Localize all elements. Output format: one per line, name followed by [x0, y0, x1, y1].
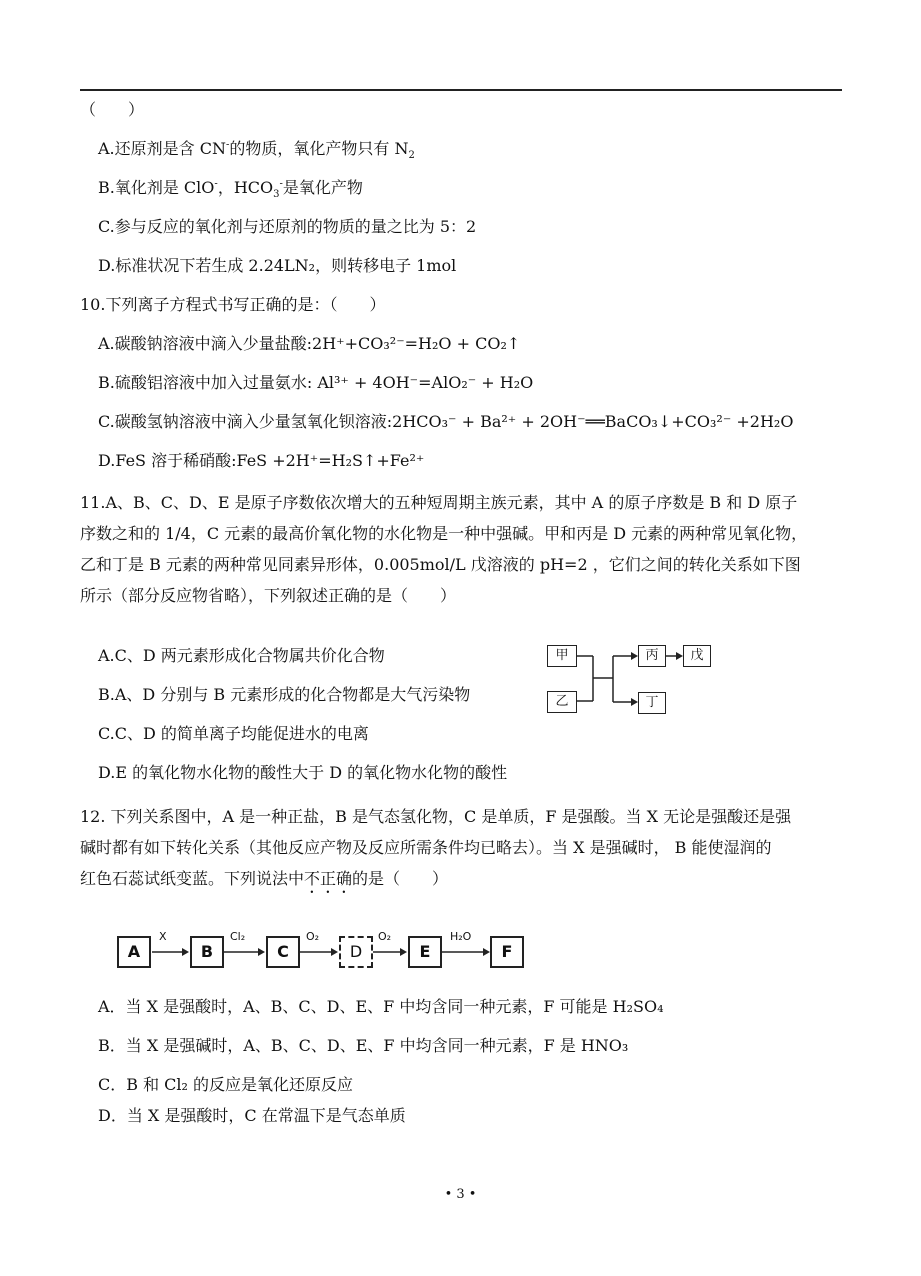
header-rule — [80, 89, 842, 91]
q10-option-c: C.碳酸氢钠溶液中滴入少量氢氧化钡溶液:2HCO₃⁻ + Ba²⁺ + 2OH⁻══BaCO₃↓+CO₃²⁻ +2H₂O — [98, 412, 794, 431]
q9-option-d: D.标准状况下若生成 2.24LN₂，则转移电子 1mol — [98, 256, 457, 275]
q11-stem: 11.A、B、C、D、E 是原子序数依次增大的五种短周期主族元素，其中 A 的原子序数是 B 和 D 原子 序数之和的 1/4，C 元素的最高价氧化物的水化物是一种中强碱。甲和丙是 D 元素的两种常见氧化物， 乙和丁是 B 元素的两种常见同素异形体，0.005mol/L 戊溶液的 pH=2 ，它们之间的转化关系如下图 所示（部分反应物省略），下列叙述正确的是（ ） — [80, 493, 808, 605]
q11-option-b: B.A、D 分别与 B 元素形成的化合物都是大气污染物 — [98, 685, 471, 704]
q11-box-yi: 乙 — [547, 691, 577, 713]
page-number: • 3 • — [444, 1187, 477, 1202]
q12-stem: 12. 下列关系图中，A 是一种正盐，B 是气态氢化物，C 是单质，F 是强酸。当 X 无论是强酸还是强 碱时都有如下转化关系（其他反应产物及反应所需条件均已略去）。当 X 是强碱时， B 能使湿润的 红色石蕊试纸变蓝。下列说法中不正确的是（ ） — [80, 807, 792, 888]
q10-option-b: B.硫酸铝溶液中加入过量氨水: Al³⁺ + 4OH⁻=AlO₂⁻ + H₂O — [98, 373, 534, 392]
q11-option-d: D.E 的氧化物水化物的酸性大于 D 的氧化物水化物的酸性 — [98, 763, 508, 782]
q12-box-d: D — [339, 936, 373, 968]
q11-option-a: A.C、D 两元素形成化合物属共价化合物 — [98, 646, 385, 665]
q11-box-ding: 丁 — [638, 692, 666, 714]
q12-label-o2-first: O₂ — [306, 930, 320, 943]
q9-option-a: A.还原剂是含 CN-的物质，氧化产物只有 $N_2$ — [98, 139, 415, 162]
q11-box-jia: 甲 — [547, 645, 577, 667]
q10-option-d: D.FeS 溶于稀硝酸:FeS +2H⁺=H₂S↑+Fe²⁺ — [98, 451, 425, 470]
q11-diagram — [543, 640, 723, 725]
q12-label-x: X — [159, 930, 167, 943]
q12-option-d: D．当 X 是强酸时，C 在常温下是气态单质 — [98, 1106, 406, 1125]
q9-paren: （ ） — [80, 100, 145, 119]
q12-emphasis: 不正确 — [304, 869, 353, 888]
q12-label-o2-second: O₂ — [378, 930, 392, 943]
q12-diagram — [112, 932, 532, 972]
q12-label-cl2: Cl₂ — [230, 930, 246, 943]
q11-option-c: C.C、D 的简单离子均能促进水的电离 — [98, 724, 369, 743]
q12-box-f: F — [490, 936, 524, 968]
q9-option-c: C.参与反应的氧化剂与还原剂的物质的量之比为 5：2 — [98, 217, 477, 236]
q10-option-a: A.碳酸钠溶液中滴入少量盐酸:2H⁺+CO₃²⁻=H₂O + CO₂↑ — [98, 334, 521, 353]
q10-stem: 10.下列离子方程式书写正确的是：（ ） — [80, 295, 386, 314]
q12-option-a: A．当 X 是强酸时，A、B、C、D、E、F 中均含同一种元素，F 可能是 H₂SO₄ — [98, 997, 664, 1016]
q11-box-bing: 丙 — [638, 645, 666, 667]
q12-box-a: A — [117, 936, 151, 968]
q12-option-c: C．B 和 Cl₂ 的反应是氧化还原反应 — [98, 1075, 354, 1094]
q12-option-b: B．当 X 是强碱时，A、B、C、D、E、F 中均含同一种元素，F 是 HNO₃ — [98, 1036, 629, 1055]
q12-box-c: C — [266, 936, 300, 968]
q9-option-b: B.氧化剂是 ClO-，$HCO_3^-$是氧化产物 — [98, 178, 363, 201]
q12-box-e: E — [408, 936, 442, 968]
q12-label-h2o: H₂O — [450, 930, 472, 943]
q12-box-b: B — [190, 936, 224, 968]
q11-box-wu: 戊 — [683, 645, 711, 667]
